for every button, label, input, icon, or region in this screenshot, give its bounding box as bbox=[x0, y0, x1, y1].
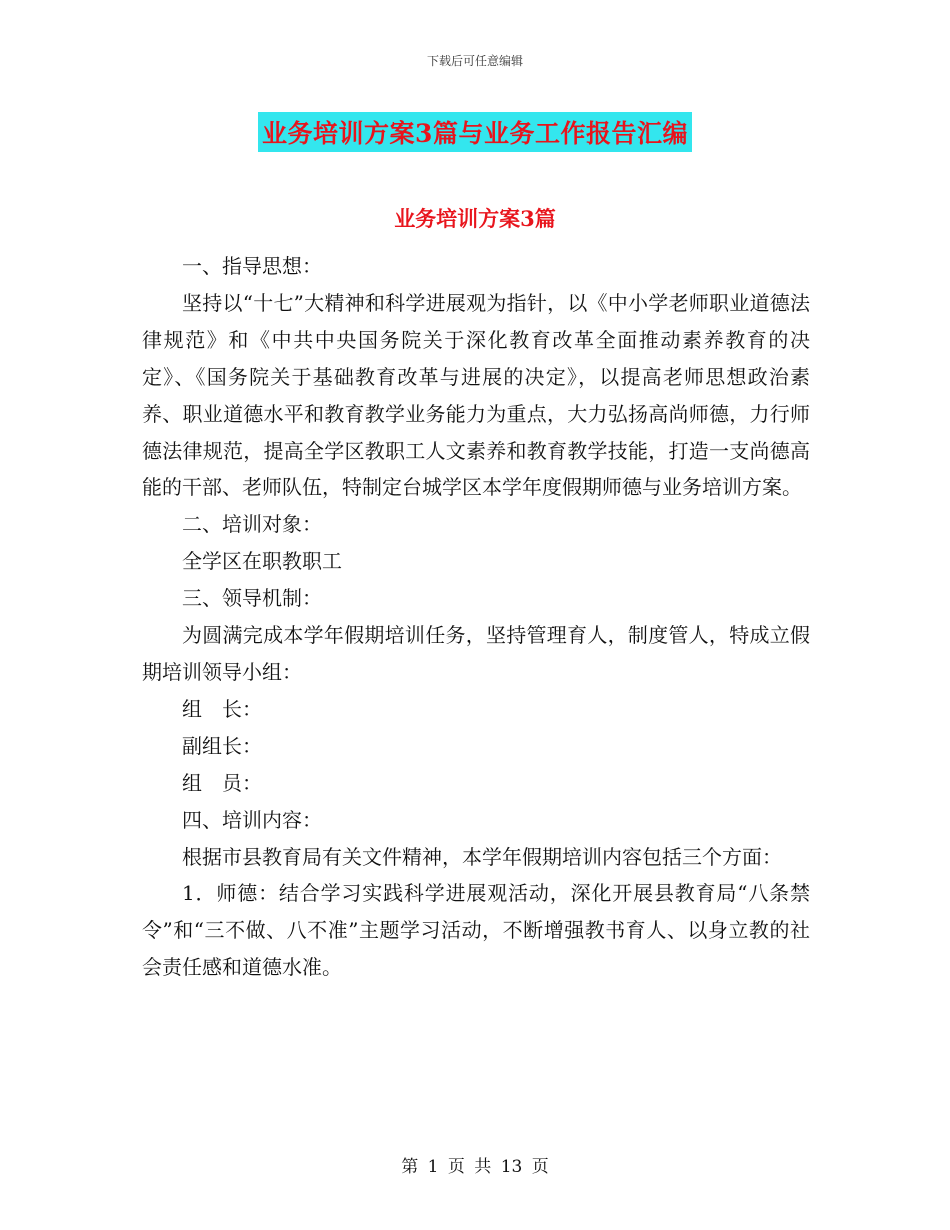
paragraph: 四、培训内容： bbox=[182, 807, 322, 832]
paragraph: 为圆满完成本学年假期培训任务，坚持管理育人，制度管人，特成立假期培训领导小组： bbox=[142, 623, 810, 684]
paragraph: 全学区在职教职工 bbox=[182, 549, 342, 574]
paragraph: 坚持以“十七”大精神和科学进展观为指针，以《中小学老师职业道德法律规范》和《中共中央国务院关于深化教育改革全面推动素养教育的决定》、《国务院关于基础教育改革与进展的决定》，以提高老师思想政治素养、职业道德水平和教育教学业务能力为重点，大力弘扬高尚师德，力行师德法律规范，提高全学区教职工人文素养和教育教学技能，打造一支尚德高能的干部、老师队伍，特制定台城学区本学年度假期师德与业务培训方案。 bbox=[142, 290, 810, 500]
document-title: 业务培训方案3篇与业务工作报告汇编 bbox=[258, 112, 692, 152]
section-title: 业务培训方案3篇 bbox=[394, 206, 556, 231]
paragraph: 二、培训对象： bbox=[182, 512, 322, 537]
paragraph: 组 长： bbox=[182, 696, 262, 721]
paragraph: 组 员： bbox=[182, 770, 262, 795]
header-note: 下载后可任意编辑 bbox=[426, 54, 523, 68]
title-container bbox=[0, 112, 950, 152]
paragraph: 一、指导思想： bbox=[182, 254, 322, 278]
paragraph: 三、领导机制： bbox=[182, 586, 322, 611]
paragraph: 副组长： bbox=[182, 733, 262, 758]
page-number: 第 1 页 共 13 页 bbox=[401, 1157, 549, 1177]
paragraph: 根据市县教育局有关文件精神，本学年假期培训内容包括三个方面： bbox=[182, 844, 782, 869]
document-body bbox=[142, 248, 810, 986]
paragraph: 1．师德：结合学习实践科学进展观活动，深化开展县教育局“八条禁令”和“三不做、八不准”主题学习活动，不断增强教书育人、以身立教的社会责任感和道德水准。 bbox=[142, 881, 810, 980]
